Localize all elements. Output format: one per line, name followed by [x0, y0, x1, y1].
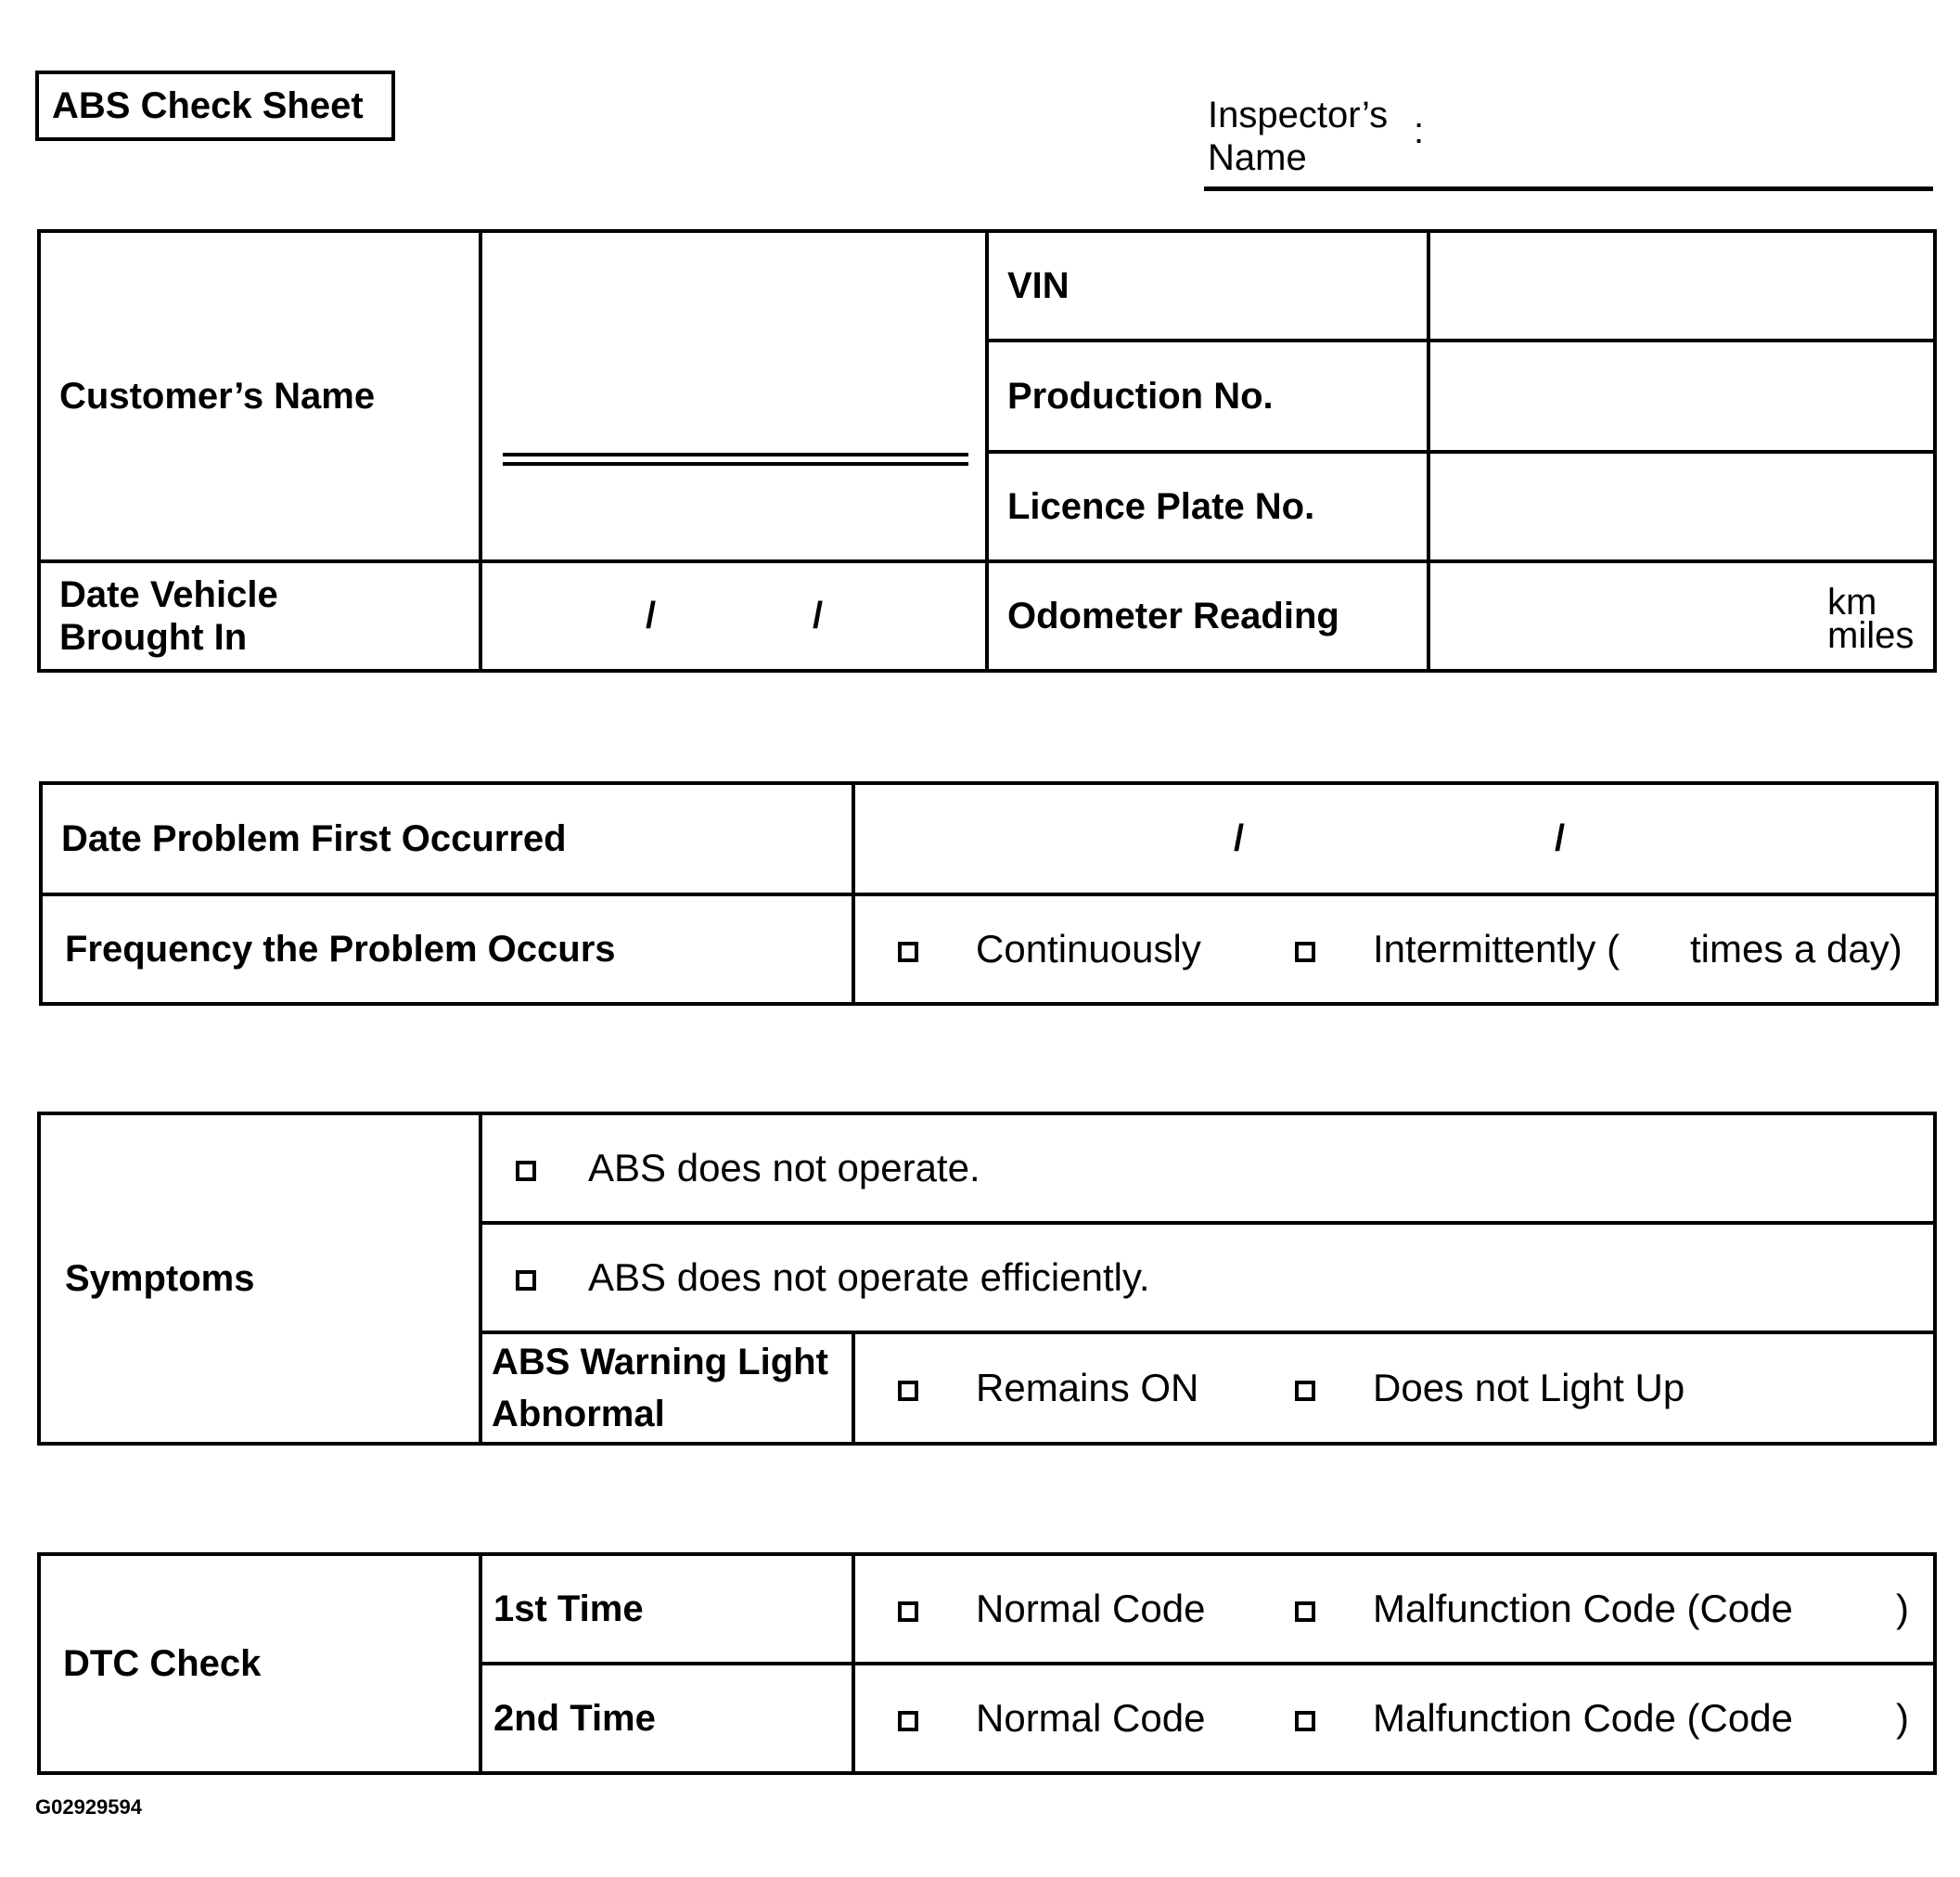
checkbox-icon: [516, 1161, 536, 1181]
date-brought-in-label-line1: Date Vehicle: [59, 574, 278, 615]
odometer-units: [1827, 582, 1915, 656]
symptom-not-operate-checkbox[interactable]: [516, 1146, 536, 1190]
sheet-title: ABS Check Sheet: [35, 71, 395, 141]
customer-name-field[interactable]: [480, 231, 987, 561]
first-normal-code-label: Normal Code: [976, 1587, 1206, 1630]
occurred-date-separator-2: /: [1555, 817, 1566, 859]
times-a-day-label: times a day): [1690, 927, 1902, 971]
odometer-field[interactable]: [1428, 561, 1935, 671]
frequency-intermittently-checkbox[interactable]: [1295, 927, 1315, 971]
does-not-light-checkbox[interactable]: [1295, 1366, 1315, 1410]
date-first-occurred-label: Date Problem First Occurred: [41, 783, 853, 894]
second-time-options: [853, 1664, 1935, 1773]
licence-plate-field[interactable]: [1428, 452, 1935, 561]
frequency-intermittently-label: Intermittently (: [1373, 927, 1621, 971]
frequency-field: [853, 894, 1937, 1004]
date-brought-in-label-line2: Brought In: [59, 617, 248, 658]
unit-km: km: [1827, 582, 1877, 623]
odometer-label: Odometer Reading: [987, 561, 1428, 671]
occurred-date-separator-1: /: [1234, 817, 1245, 859]
first-time-options: [853, 1554, 1935, 1664]
first-malfunction-code-checkbox[interactable]: [1295, 1587, 1315, 1631]
inspector-colon: :: [1414, 110, 1425, 151]
second-normal-code-label: Normal Code: [976, 1696, 1206, 1740]
symptom-not-operate-row: [480, 1113, 1935, 1223]
production-no-label: Production No.: [987, 341, 1428, 452]
date-separator-1: /: [646, 595, 657, 636]
inspector-label-line1: Inspector’s: [1208, 95, 1389, 135]
symptom-not-efficient-row: [480, 1223, 1935, 1332]
checkbox-icon: [1295, 1711, 1315, 1731]
symptom-not-efficient-checkbox[interactable]: [516, 1255, 536, 1300]
first-malfunction-code-label: Malfunction Code (Code: [1373, 1587, 1793, 1630]
date-brought-in-field[interactable]: [480, 561, 987, 671]
warning-light-options: [853, 1332, 1935, 1444]
checkbox-icon: [898, 942, 918, 962]
customer-name-label: Customer’s Name: [39, 231, 480, 561]
date-brought-in-label: [39, 561, 480, 671]
inspector-name-field[interactable]: [1204, 186, 1933, 191]
remains-on-checkbox[interactable]: [898, 1366, 918, 1410]
warning-light-label: [480, 1332, 853, 1444]
first-time-label: 1st Time: [480, 1554, 853, 1664]
warning-light-label-line1: ABS Warning Light: [492, 1342, 828, 1382]
remains-on-label: Remains ON: [976, 1366, 1199, 1409]
second-close-paren: ): [1896, 1696, 1909, 1740]
vehicle-info-table: [37, 229, 1937, 673]
unit-miles: miles: [1827, 615, 1915, 656]
vin-field[interactable]: [1428, 231, 1935, 341]
figure-code: G02929594: [35, 1795, 142, 1819]
second-malfunction-code-label: Malfunction Code (Code: [1373, 1696, 1793, 1740]
checkbox-icon: [516, 1270, 536, 1291]
dtc-check-table: [37, 1552, 1937, 1775]
second-time-label: 2nd Time: [480, 1664, 853, 1773]
warning-light-label-line2: Abnormal: [492, 1394, 665, 1434]
second-malfunction-code-checkbox[interactable]: [1295, 1696, 1315, 1741]
inspector-label-line2: Name: [1208, 137, 1307, 178]
frequency-label: Frequency the Problem Occurs: [41, 894, 853, 1004]
checkbox-icon: [1295, 1601, 1315, 1622]
date-separator-2: /: [813, 595, 824, 636]
problem-occurrence-table: [39, 781, 1939, 1006]
first-close-paren: ): [1896, 1587, 1909, 1630]
inspector-name-label: [1208, 94, 1388, 179]
dtc-check-label: DTC Check: [39, 1554, 480, 1773]
first-normal-code-checkbox[interactable]: [898, 1587, 918, 1631]
vin-label: VIN: [987, 231, 1428, 341]
does-not-light-label: Does not Light Up: [1373, 1366, 1685, 1409]
symptom-not-operate-label: ABS does not operate.: [588, 1146, 980, 1189]
licence-plate-label: Licence Plate No.: [987, 452, 1428, 561]
symptom-not-efficient-label: ABS does not operate efficiently.: [588, 1255, 1150, 1299]
date-first-occurred-field[interactable]: [853, 783, 1937, 894]
checkbox-icon: [898, 1601, 918, 1622]
production-no-field[interactable]: [1428, 341, 1935, 452]
symptoms-label: Symptoms: [39, 1113, 480, 1444]
checkbox-icon: [1295, 942, 1315, 962]
second-normal-code-checkbox[interactable]: [898, 1696, 918, 1741]
checkbox-icon: [898, 1711, 918, 1731]
symptoms-table: [37, 1112, 1937, 1446]
checkbox-icon: [898, 1381, 918, 1401]
frequency-continuously-checkbox[interactable]: [898, 927, 918, 971]
checkbox-icon: [1295, 1381, 1315, 1401]
frequency-continuously-label: Continuously: [976, 927, 1201, 971]
customer-name-double-line: [503, 453, 968, 466]
